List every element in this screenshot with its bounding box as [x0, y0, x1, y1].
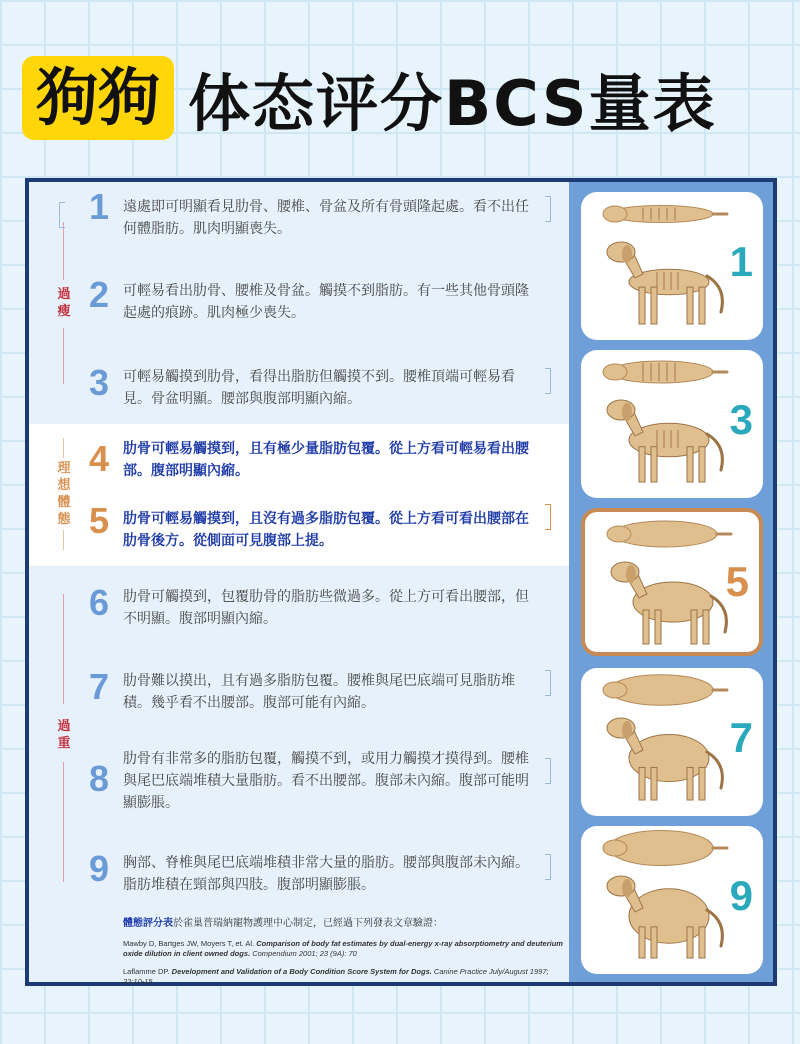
score-number: 8	[88, 758, 110, 799]
score-description: 可輕易觸摸到肋骨，看得出脂肪但觸摸不到。腰椎頂端可輕易看見。骨盆明顯。腰部與腹部明顯內縮。	[123, 369, 515, 407]
dog-top-head	[603, 682, 627, 698]
reference-1	[123, 939, 563, 959]
dog-top-head	[603, 206, 627, 222]
ref1-journal: Compendium 2001; 23 (9A): 70	[252, 949, 357, 958]
bracket-right	[545, 854, 551, 880]
dog-panel-9	[581, 826, 763, 974]
bracket-right	[545, 504, 551, 530]
title-highlight: 狗狗	[22, 56, 174, 139]
dog-panel-3	[581, 350, 763, 498]
ref1-title: Comparison of body fat estimates by dual-energy x-ray absorptiometry and deuterium oxide dilution in client owned dogs.	[123, 939, 563, 958]
source-note-bold: 體態評分表	[123, 918, 173, 929]
ref2-title: Development and Validation of a Body Condition Score System for Dogs.	[171, 967, 432, 976]
score-number: 5	[88, 500, 110, 541]
score-description: 肋骨可輕易觸摸到，且沒有過多脂肪包覆。從上方看可看出腰部在肋骨後方。從側面可見腹部上提。	[123, 511, 529, 549]
heavy-group-line-lower	[63, 762, 64, 882]
dog-side-view	[607, 718, 722, 800]
bracket-left	[59, 202, 65, 228]
dog-side-view	[607, 876, 722, 958]
ref2-authors: Laflamme DP.	[123, 967, 170, 976]
dog-side-view	[607, 242, 722, 324]
ideal-group-line-lower	[63, 530, 64, 550]
dog-top-head	[603, 840, 627, 856]
thin-group-line	[63, 222, 64, 280]
dog-illustrations-column	[569, 182, 773, 982]
source-footer	[123, 914, 563, 987]
score-description: 肋骨可觸摸到，包覆肋骨的脂肪些微過多。從上方可看出腰部，但不明顯。腹部明顯內縮。	[123, 589, 529, 627]
panel-score-number: 9	[729, 872, 753, 919]
bracket-right	[545, 368, 551, 394]
side-label-thin: 過瘦	[57, 287, 71, 319]
title-text: 体态评分BCS量表	[188, 66, 717, 140]
bracket-right	[545, 670, 551, 696]
heavy-group-line	[63, 594, 64, 704]
dog-side-view	[607, 400, 722, 482]
score-description: 胸部、脊椎與尾巴底端堆積非常大量的脂肪。腰部與腹部未內縮。脂肪堆積在頸部與四肢。腹部明顯膨脹。	[123, 855, 529, 893]
score-number: 1	[88, 186, 110, 227]
panel-score-number: 3	[729, 396, 753, 443]
dog-panel-5	[581, 508, 763, 656]
panel-score-number: 5	[725, 558, 749, 605]
panel-score-number: 7	[729, 714, 753, 761]
dog-side-view	[611, 562, 726, 644]
score-number: 2	[88, 274, 110, 315]
dog-top-head	[603, 364, 627, 380]
score-number: 3	[88, 362, 110, 403]
thin-group-line-lower	[63, 328, 64, 384]
ref2-journal: Canine Practice July/August 1997; 22:10-15	[123, 967, 549, 986]
page-title	[22, 48, 717, 148]
panel-score-number: 1	[729, 238, 753, 285]
dog-panel-1	[581, 192, 763, 340]
score-number: 6	[88, 582, 110, 623]
score-description: 肋骨有非常多的脂肪包覆，觸摸不到，或用力觸摸才摸得到。腰椎與尾巴底端堆積大量脂肪。看不出腰部。腹部未內縮。腹部可能明顯膨脹。	[123, 751, 529, 811]
score-number: 4	[88, 438, 110, 479]
score-description: 肋骨難以摸出，且有過多脂肪包覆。腰椎與尾巴底端可見脂肪堆積。幾乎看不出腰部。腹部可能有內縮。	[123, 673, 515, 711]
bcs-chart-card	[25, 178, 777, 986]
bracket-right	[545, 196, 551, 222]
score-descriptions	[29, 182, 569, 986]
dog-top-head	[607, 526, 631, 542]
score-description: 可輕易看出肋骨、腰椎及骨盆。觸摸不到脂肪。有一些其他骨頭隆起處的痕跡。肌肉極少喪失。	[123, 283, 529, 321]
side-label-ideal: 理想體態	[57, 461, 71, 527]
ideal-group-line	[63, 438, 64, 458]
side-label-heavy: 過重	[57, 719, 71, 751]
reference-2	[123, 967, 563, 987]
source-note-text: 於雀巢普瑞納寵物護理中心制定，已經過下列發表文章驗證：	[173, 918, 443, 929]
ref1-authors: Mawby D, Bartges JW, Moyers T, et. Al.	[123, 939, 255, 948]
score-description: 遠處即可明顯看見肋骨、腰椎、骨盆及所有骨頭隆起處。看不出任何體脂肪。肌肉明顯喪失。	[123, 199, 529, 237]
dog-panel-7	[581, 668, 763, 816]
score-description: 肋骨可輕易觸摸到，且有極少量脂肪包覆。從上方看可輕易看出腰部。腹部明顯內縮。	[123, 441, 529, 479]
source-note	[123, 914, 563, 929]
score-number: 7	[88, 666, 110, 707]
score-number: 9	[88, 848, 110, 889]
bracket-right	[545, 758, 551, 784]
